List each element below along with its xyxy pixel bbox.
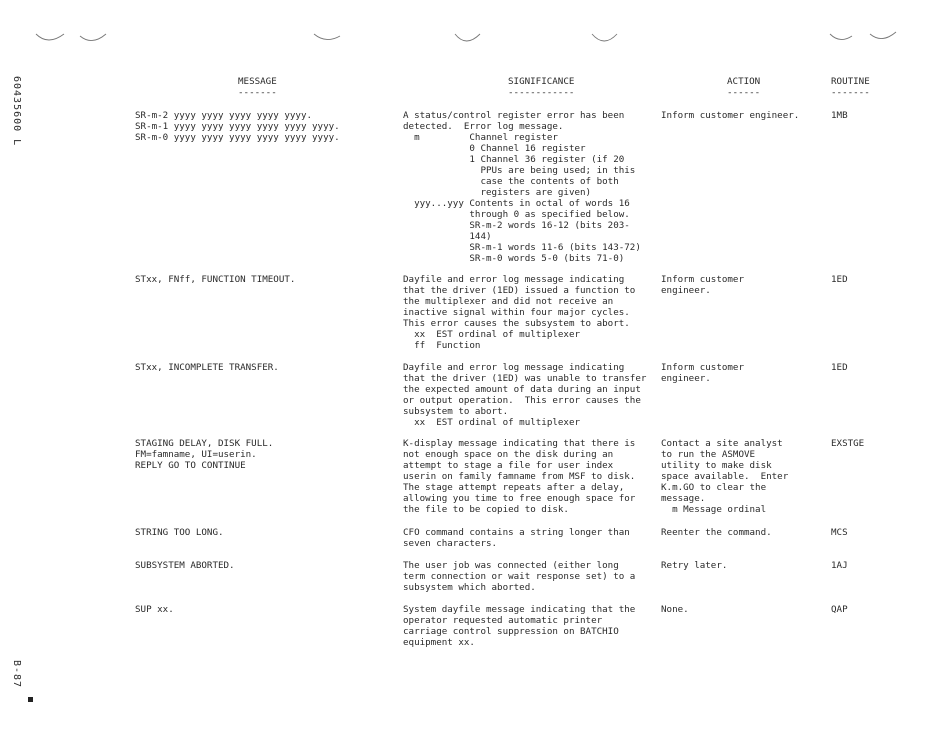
entry-action: Contact a site analyst to run the ASMOVE utility to make disk space available. Enter K.m.GO to clear the message. m Message ordinal xyxy=(661,438,789,515)
hole-mark xyxy=(455,34,480,41)
entry-message: SUP xx. xyxy=(135,604,174,615)
entry-significance: Dayfile and error log message indicating that the driver (1ED) issued a function to the multiplexer and did not receive an inactive signal within four major cycles. This error causes the subsystem to abort. xx EST ordinal of multiplexer ff Function xyxy=(403,274,636,351)
header-routine-label: ROUTINE xyxy=(831,76,870,87)
entry-action: Inform customer engineer. xyxy=(661,362,744,384)
entry-significance: System dayfile message indicating that the operator requested automatic printer carriage control suppression on BATCHIO equipment xx. xyxy=(403,604,636,648)
header-message-label: MESSAGE xyxy=(238,76,277,87)
header-action xyxy=(727,76,760,98)
binder-hole-marks xyxy=(0,0,950,50)
entry-routine: 1ED xyxy=(831,274,848,285)
entry-message: STRING TOO LONG. xyxy=(135,527,224,538)
hole-mark xyxy=(830,34,852,40)
entry-significance: CFO command contains a string longer than seven characters. xyxy=(403,527,630,549)
entry-message: SUBSYSTEM ABORTED. xyxy=(135,560,235,571)
hole-mark xyxy=(36,34,64,40)
entry-action: None. xyxy=(661,604,689,615)
entry-routine: EXSTGE xyxy=(831,438,865,449)
header-significance-label: SIGNIFICANCE xyxy=(508,76,575,87)
header-significance xyxy=(508,76,574,98)
entry-significance: The user job was connected (either long term connection or wait response set) to a subsystem which aborted. xyxy=(403,560,636,593)
entry-significance: K-display message indicating that there is not enough space on the disk during an attempt to stage a file for user index userin on family famname from MSF to disk. The stage attempt repeats after a delay, allowing you time to free enough space for the file to be copied to disk. xyxy=(403,438,636,515)
entry-routine: 1AJ xyxy=(831,560,848,571)
entry-action: Inform customer engineer. xyxy=(661,110,800,121)
entry-significance: A status/control register error has been detected. Error log message. m Channel register 0 Channel 16 register 1 Channel 36 register (if 20 PPUs are being used; in this case the contents of both registers are given) yyy...yyy Contents in octal of words 16 through 0 as specified below. SR-m-2 words 16-12 (bits 203- 144) SR-m-1 words 11-6 (bits 143-72) SR-m-0 words 5-0 (bits 71-0) xyxy=(403,110,641,264)
header-routine-underline: ------- xyxy=(831,87,870,98)
page-marker xyxy=(28,697,33,702)
entry-action: Reenter the command. xyxy=(661,527,772,538)
entry-significance: Dayfile and error log message indicating that the driver (1ED) was unable to transfer the expected amount of data during an input or output operation. This error causes the subsystem to abort. xx EST ordinal of multiplexer xyxy=(403,362,647,428)
header-action-underline: ------ xyxy=(727,87,761,98)
header-action-label: ACTION xyxy=(727,76,761,87)
entry-action: Inform customer engineer. xyxy=(661,274,744,296)
hole-mark xyxy=(592,34,617,41)
entry-routine: QAP xyxy=(831,604,848,615)
header-significance-underline: ------------ xyxy=(508,87,575,98)
entry-routine: 1MB xyxy=(831,110,848,121)
document-number: 60435600 L xyxy=(11,76,22,147)
hole-mark xyxy=(870,32,896,39)
hole-mark xyxy=(80,34,106,41)
entry-message: STxx, FNff, FUNCTION TIMEOUT. xyxy=(135,274,296,285)
entry-message: SR-m-2 yyyy yyyy yyyy yyyy yyyy. SR-m-1 yyyy yyyy yyyy yyyy yyyy yyyy. SR-m-0 yyyy yyyy yyyy yyyy yyyy yyyy. xyxy=(135,110,340,143)
entry-routine: 1ED xyxy=(831,362,848,373)
header-message-underline: ------- xyxy=(238,87,277,98)
header-routine xyxy=(831,76,870,98)
entry-message: STxx, INCOMPLETE TRANSFER. xyxy=(135,362,279,373)
page-number: B-87 xyxy=(11,660,22,689)
entry-action: Retry later. xyxy=(661,560,728,571)
entry-routine: MCS xyxy=(831,527,848,538)
header-message xyxy=(238,76,277,98)
entry-message: STAGING DELAY, DISK FULL. FM=famname, UI=userin. REPLY GO TO CONTINUE xyxy=(135,438,274,471)
hole-mark xyxy=(314,34,340,40)
